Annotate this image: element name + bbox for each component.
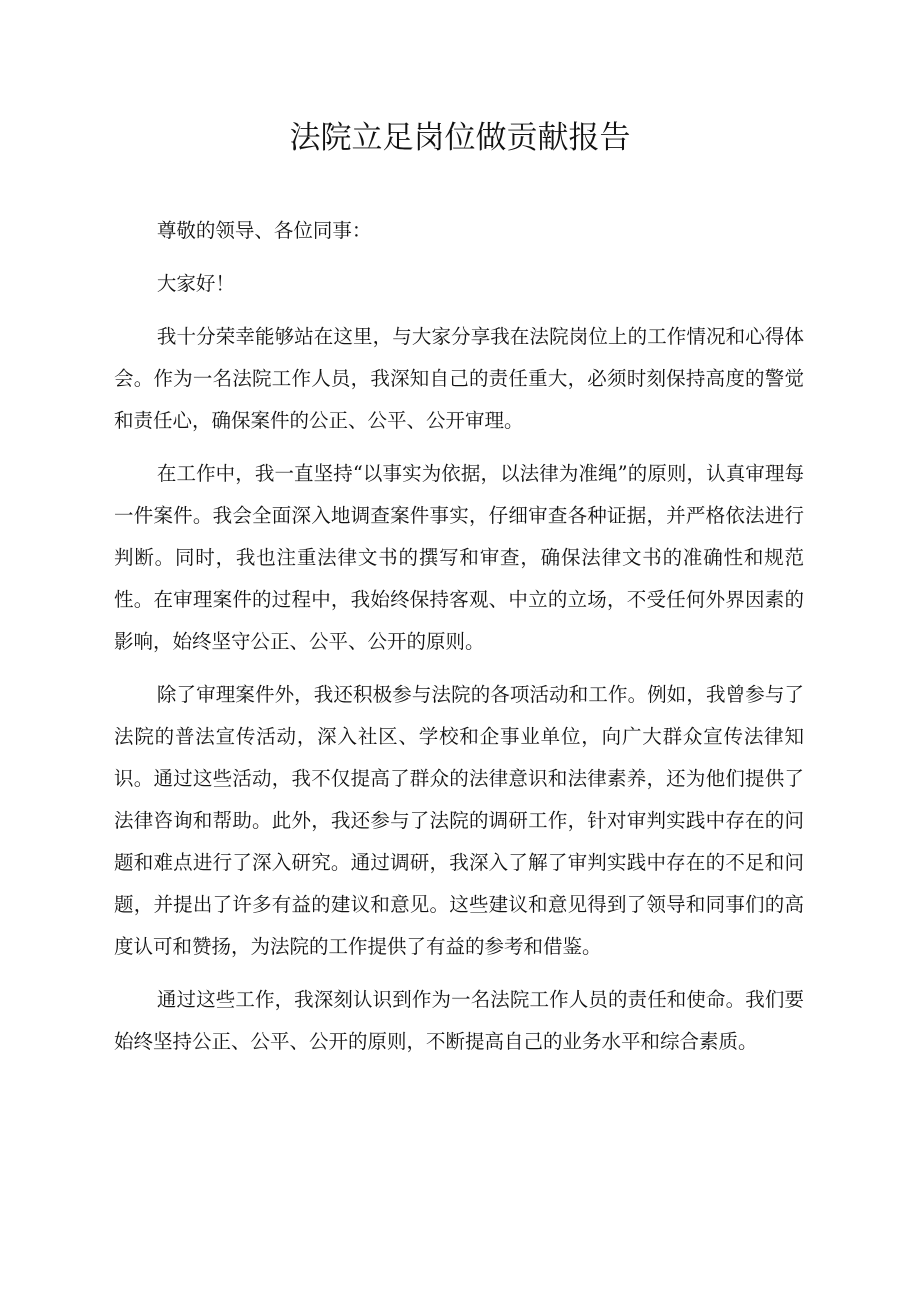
- paragraph-3: 除了审理案件外，我还积极参与法院的各项活动和工作。例如，我曾参与了法院的普法宣传活动，深入社区、学校和企事业单位，向广大群众宣传法律知识。通过这些活动，我不仅提高了群众的法律意识和法律素养，还为他们提供了法律咨询和帮助。此外，我还参与了法院的调研工作，针对审判实践中存在的问题和难点进行了深入研究。通过调研，我深入了解了审判实践中存在的不足和问题，并提出了许多有益的建议和意见。这些建议和意见得到了领导和同事们的高度认可和赞扬，为法院的工作提供了有益的参考和借鉴。: [114, 683, 804, 958]
- paragraph-2: 在工作中，我一直坚持“以事实为依据，以法律为准绳”的原则，认真审理每一件案件。我会全面深入地调查案件事实，仔细审查各种证据，并严格依法进行判断。同时，我也注重法律文书的撰写和审查，确保法律文书的准确性和规范性。在审理案件的过程中，我始终保持客观、中立的立场，不受任何外界因素的影响，始终坚守公正、公平、公开的原则。: [114, 462, 804, 653]
- document-body: [114, 210, 804, 1063]
- paragraph-1: 我十分荣幸能够站在这里，与大家分享我在法院岗位上的工作情况和心得体会。作为一名法院工作人员，我深知自己的责任重大，必须时刻保持高度的警觉和责任心，确保案件的公正、公平、公开审理。: [114, 325, 804, 432]
- page-title: 法院立足岗位做贡献报告: [289, 120, 631, 156]
- paragraph-4: 通过这些工作，我深刻认识到作为一名法院工作人员的责任和使命。我们要始终坚持公正、公平、公开的原则，不断提高自己的业务水平和综合素质。: [114, 988, 804, 1053]
- salutation: 尊敬的领导、各位同事：: [156, 219, 372, 242]
- greeting: 大家好！: [156, 272, 235, 295]
